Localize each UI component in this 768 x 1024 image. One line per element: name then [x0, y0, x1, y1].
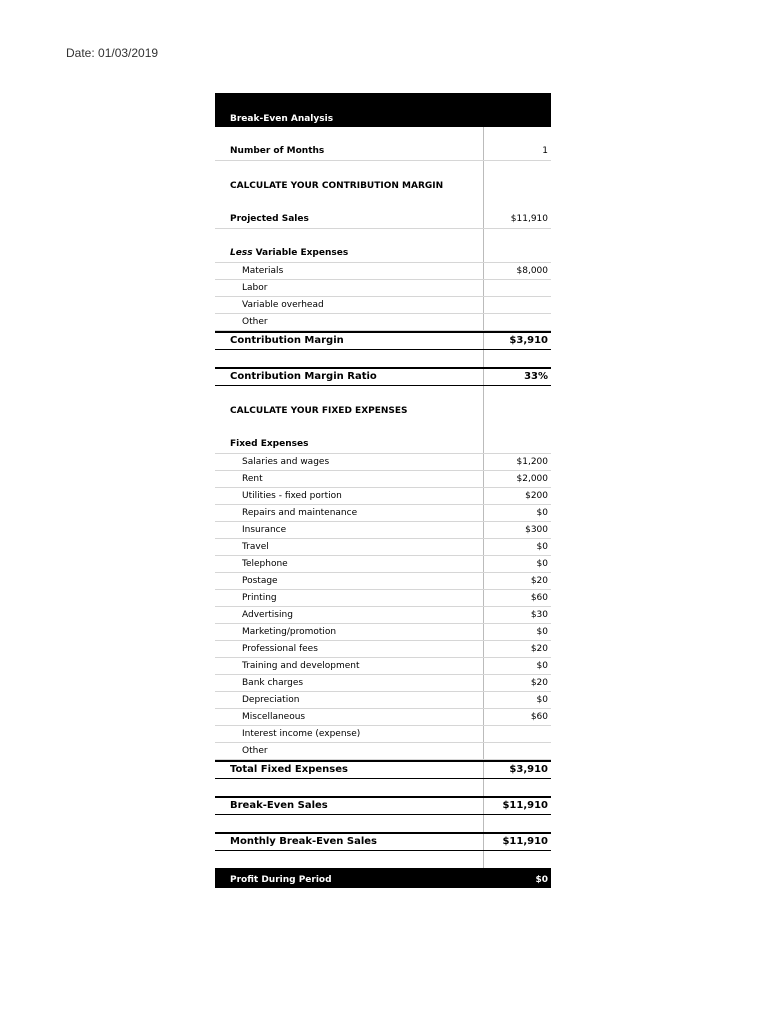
variable-expense-row-value: $8,000: [516, 266, 548, 276]
fixed-expense-row: [215, 607, 551, 624]
fixed-expense-row-label: Telephone: [215, 556, 484, 572]
fixed-expense-row: [215, 505, 551, 522]
fixed-expense-row: [215, 454, 551, 471]
fixed-expense-row: [215, 641, 551, 658]
variable-expense-row-label: Labor: [215, 280, 484, 296]
spacer-row: [215, 851, 551, 868]
fixed-expense-row-label: Training and development: [215, 658, 484, 674]
variable-expense-row-value: [484, 314, 551, 330]
fixed-expense-row-value: $300: [525, 525, 548, 535]
fixed-expenses-heading: Fixed Expenses: [215, 420, 484, 453]
fixed-expense-row-value: $0: [536, 542, 548, 552]
total-fixed-expenses-row: [215, 760, 551, 779]
contribution-margin-ratio-label: Contribution Margin Ratio: [215, 369, 484, 385]
projected-sales-label: Projected Sales: [215, 195, 484, 228]
number-of-months-label: Number of Months: [215, 127, 484, 160]
contribution-margin-value: $3,910: [509, 335, 548, 346]
monthly-break-even-sales-label: Monthly Break-Even Sales: [215, 834, 484, 850]
contribution-margin-ratio-value: 33%: [524, 371, 548, 382]
fixed-expense-row-label: Rent: [215, 471, 484, 487]
fixed-expense-row-value: $0: [536, 559, 548, 569]
fixed-expense-row-value: $20: [530, 576, 548, 586]
variable-expense-row: [215, 280, 551, 297]
fixed-expense-row-value: $60: [530, 712, 548, 722]
fixed-expense-row-label: Salaries and wages: [215, 454, 484, 470]
fixed-expense-row-value: $0: [536, 627, 548, 637]
contribution-margin-label: Contribution Margin: [215, 333, 484, 349]
fixed-expense-row: [215, 522, 551, 539]
fixed-expense-row-label: Advertising: [215, 607, 484, 623]
profit-during-period-row: [215, 868, 551, 888]
fixed-expense-row-value: $2,000: [516, 474, 548, 484]
section-fixed-title: CALCULATE YOUR FIXED EXPENSES: [215, 386, 484, 420]
variable-expenses-prefix: Less: [230, 248, 253, 258]
fixed-expenses-list: [215, 454, 551, 760]
fixed-expense-row: [215, 692, 551, 709]
section-fixed-title-row: [215, 386, 551, 420]
fixed-expense-row-label: Other: [215, 743, 484, 759]
total-fixed-expenses-label: Total Fixed Expenses: [215, 762, 484, 778]
profit-during-period-value: $0: [535, 875, 548, 885]
fixed-expense-row-label: Utilities - fixed portion: [215, 488, 484, 504]
fixed-expense-row-value: $20: [530, 678, 548, 688]
fixed-expense-row: [215, 658, 551, 675]
variable-expense-row-value: [484, 297, 551, 313]
variable-expense-row: [215, 314, 551, 331]
contribution-margin-row: [215, 331, 551, 350]
fixed-expense-row-value: $20: [530, 644, 548, 654]
fixed-expense-row: [215, 590, 551, 607]
fixed-expense-row: [215, 624, 551, 641]
spacer-row: [215, 350, 551, 367]
break-even-sales-row: [215, 796, 551, 815]
spacer-row: [215, 815, 551, 832]
fixed-expense-row-label: Interest income (expense): [215, 726, 484, 742]
variable-expenses-label: Variable Expenses: [255, 248, 349, 258]
fixed-expense-row: [215, 471, 551, 488]
fixed-expense-row-value: $200: [525, 491, 548, 501]
fixed-expense-row: [215, 726, 551, 743]
fixed-expense-row-label: Marketing/promotion: [215, 624, 484, 640]
variable-expense-row-label: Materials: [215, 263, 484, 279]
fixed-expense-row-value: [484, 743, 551, 759]
fixed-expense-row-label: Printing: [215, 590, 484, 606]
fixed-expense-row-value: $60: [530, 593, 548, 603]
fixed-expense-row: [215, 488, 551, 505]
fixed-expense-row-label: Postage: [215, 573, 484, 589]
break-even-sales-label: Break-Even Sales: [215, 798, 484, 814]
projected-sales-row: [215, 195, 551, 229]
fixed-expense-row: [215, 573, 551, 590]
fixed-expense-row-value: [484, 726, 551, 742]
monthly-break-even-sales-row: [215, 832, 551, 851]
variable-expense-row: [215, 263, 551, 280]
fixed-expense-row-label: Travel: [215, 539, 484, 555]
break-even-sheet: [215, 93, 551, 888]
fixed-expense-row-label: Bank charges: [215, 675, 484, 691]
fixed-expense-row-label: Professional fees: [215, 641, 484, 657]
variable-expenses-list: [215, 263, 551, 331]
fixed-expense-row-value: $0: [536, 508, 548, 518]
spacer-row: [215, 779, 551, 796]
fixed-expense-row: [215, 675, 551, 692]
variable-expense-row-value: [484, 280, 551, 296]
variable-expenses-heading-row: [215, 229, 551, 263]
variable-expense-row: [215, 297, 551, 314]
monthly-break-even-sales-value: $11,910: [502, 836, 548, 847]
section-contribution-title-row: [215, 161, 551, 195]
fixed-expense-row-label: Depreciation: [215, 692, 484, 708]
projected-sales-value: $11,910: [510, 214, 548, 224]
section-contribution-title: CALCULATE YOUR CONTRIBUTION MARGIN: [215, 161, 484, 195]
sheet-title: Break-Even Analysis: [230, 114, 334, 124]
fixed-expense-row: [215, 743, 551, 760]
variable-expense-row-label: Other: [215, 314, 484, 330]
fixed-expense-row: [215, 709, 551, 726]
fixed-expense-row-label: Insurance: [215, 522, 484, 538]
document-date: Date: 01/03/2019: [66, 46, 159, 60]
break-even-sales-value: $11,910: [502, 800, 548, 811]
number-of-months-value: 1: [542, 146, 548, 156]
fixed-expense-row-value: $0: [536, 695, 548, 705]
number-of-months-row: [215, 127, 551, 161]
fixed-expense-row-value: $30: [530, 610, 548, 620]
fixed-expense-row-value: $1,200: [516, 457, 548, 467]
contribution-margin-ratio-row: [215, 367, 551, 386]
fixed-expense-row-value: $0: [536, 661, 548, 671]
fixed-expense-row: [215, 539, 551, 556]
fixed-expense-row-label: Repairs and maintenance: [215, 505, 484, 521]
profit-during-period-label: Profit During Period: [230, 875, 332, 885]
fixed-expense-row: [215, 556, 551, 573]
total-fixed-expenses-value: $3,910: [509, 764, 548, 775]
fixed-expense-row-label: Miscellaneous: [215, 709, 484, 725]
sheet-header-row: [215, 93, 551, 127]
fixed-expenses-heading-row: [215, 420, 551, 454]
variable-expenses-heading: [215, 229, 484, 262]
variable-expense-row-label: Variable overhead: [215, 297, 484, 313]
